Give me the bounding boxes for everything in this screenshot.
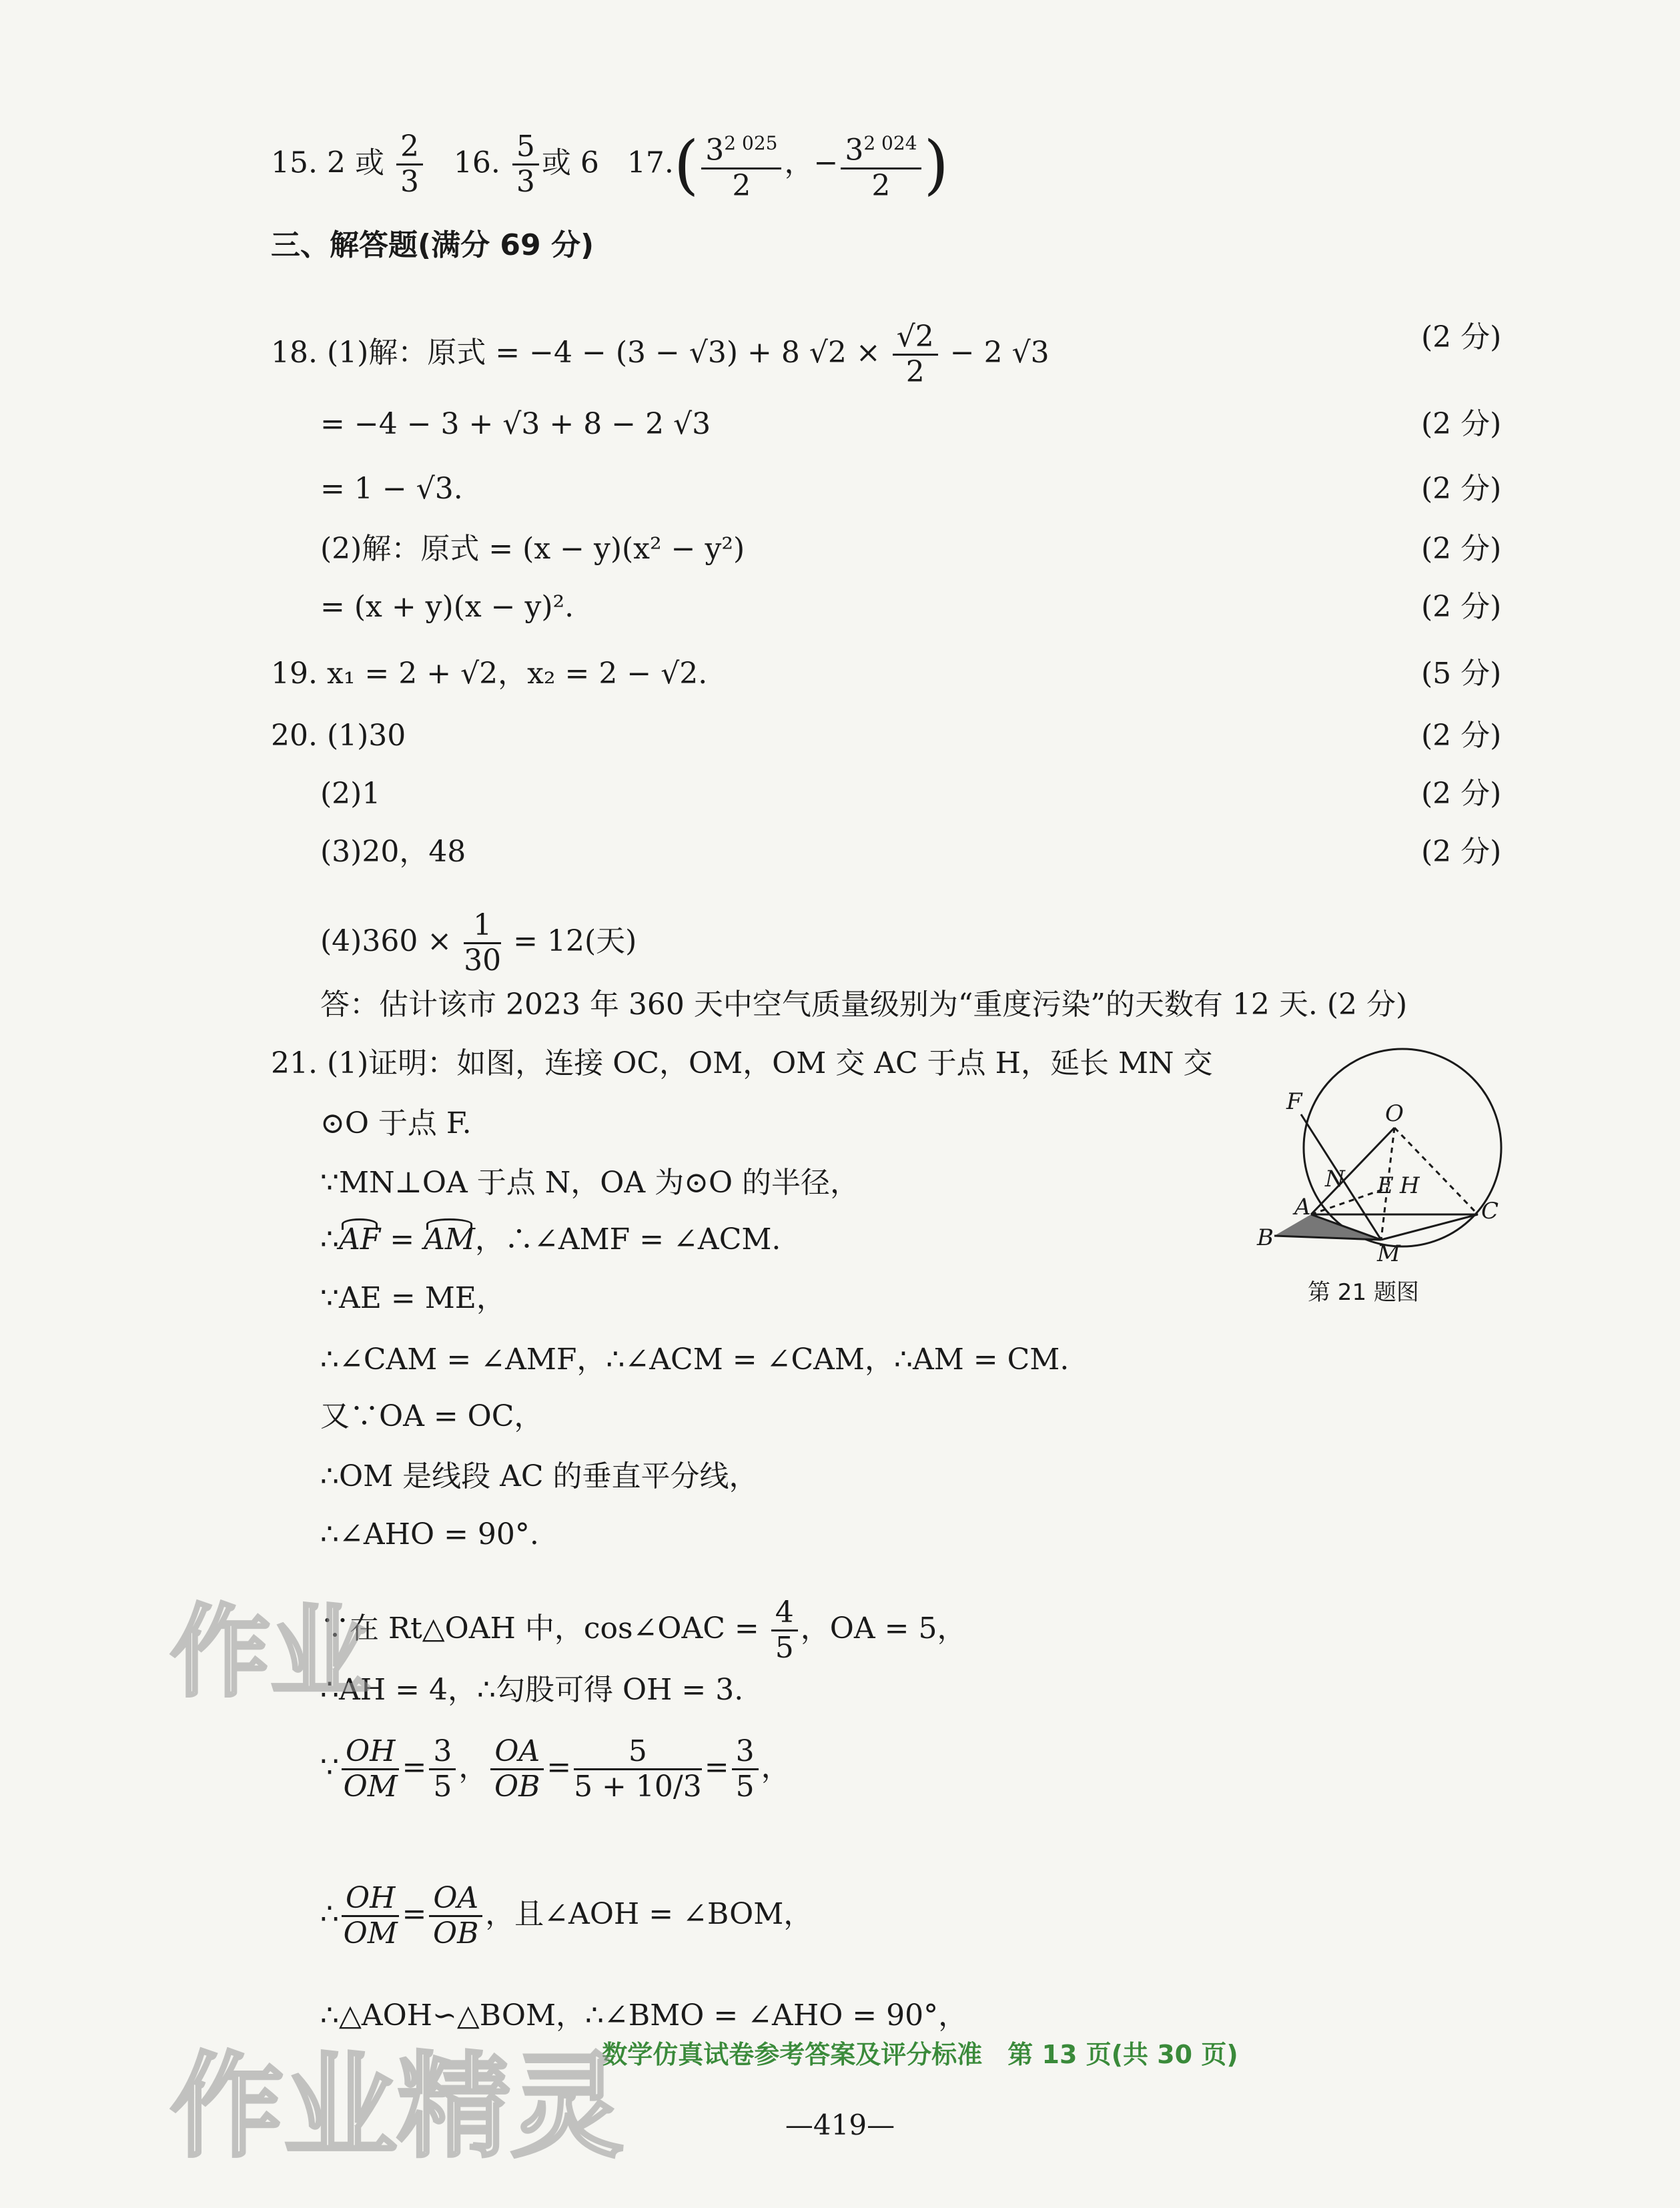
q20-line-1: 20. (1)30	[271, 719, 406, 753]
label-e: E	[1377, 1172, 1394, 1199]
comma: ，	[761, 1750, 791, 1784]
q21-line-11: ∴AH = 4，∴勾股可得 OH = 3.	[320, 1673, 744, 1707]
denominator: 2	[905, 355, 925, 389]
numerator: OA	[429, 1882, 482, 1917]
denominator: OM	[343, 1770, 398, 1804]
score: (2 分)	[1421, 532, 1502, 566]
fraction	[841, 127, 921, 203]
segment-oa	[1311, 1128, 1394, 1214]
numerator: 4	[771, 1596, 798, 1631]
numerator: OH	[342, 1882, 399, 1917]
score: (2 分)	[1421, 590, 1502, 624]
base: 3	[845, 133, 864, 167]
answers-15-17	[271, 127, 949, 203]
q18-line-2: = −4 − 3 + √3 + 8 − 2 √3	[320, 407, 711, 441]
numerator: 5	[512, 130, 539, 165]
fraction	[771, 1596, 798, 1665]
footer: 数学仿真试卷参考答案及评分标准 第 13 页(共 30 页)	[602, 2040, 1238, 2069]
q21-text-tail: ，∴∠AMF = ∠ACM.	[474, 1222, 781, 1256]
q21-line-2: ⊙O 于点 F.	[320, 1106, 472, 1140]
q18-line-5: = (x + y)(x − y)².	[320, 590, 574, 624]
label-m: M	[1377, 1240, 1400, 1267]
label-n: N	[1325, 1166, 1345, 1192]
exponent: 2 025	[724, 132, 778, 154]
q18-line-1	[271, 320, 1049, 389]
q20-answer: 答：估计该市 2023 年 360 天中空气质量级别为“重度污染”的天数有 12 天. (2 分)	[320, 988, 1408, 1022]
fraction	[512, 130, 539, 199]
fraction	[732, 1735, 759, 1804]
q20-line-4	[320, 909, 637, 978]
therefore: ∴	[320, 1897, 339, 1931]
page-number: —419—	[785, 2109, 895, 2141]
q18-line-3: = 1 − √3.	[320, 472, 463, 506]
fraction	[342, 1735, 399, 1804]
equals: =	[402, 1897, 427, 1931]
q21-line-13	[320, 1882, 813, 1950]
q20-line-2: (2)1	[320, 777, 381, 811]
numerator: √2	[893, 320, 938, 356]
q21-text-tail: ，且∠AOH = ∠BOM，	[485, 1897, 813, 1931]
fraction	[429, 1882, 482, 1950]
numerator: 2	[396, 130, 423, 165]
equals: =	[546, 1750, 572, 1784]
answer-16: 16.	[453, 145, 500, 180]
label-a: A	[1294, 1194, 1311, 1220]
numerator: 3	[429, 1735, 456, 1770]
q21-line-10	[320, 1596, 966, 1665]
section-title: 三、解答题(满分 69 分)	[271, 228, 594, 262]
denominator: 2	[871, 168, 891, 203]
denominator: 5	[775, 1631, 794, 1665]
exponent: 2 024	[863, 132, 917, 154]
denominator: 3	[516, 165, 535, 200]
q20-text-tail: = 12(天)	[513, 924, 637, 958]
numerator: OH	[342, 1735, 399, 1770]
denominator: 5	[735, 1770, 755, 1804]
numerator: 5	[574, 1735, 702, 1770]
denominator: OM	[343, 1916, 398, 1950]
score: (2 分)	[1421, 719, 1502, 753]
q18-line-4: (2)解：原式 = (x − y)(x² − y²)	[320, 532, 745, 566]
fraction	[574, 1735, 702, 1804]
q18-text-tail: − 2 √3	[949, 336, 1049, 370]
q21-line-7: 又∵OA = OC，	[320, 1399, 544, 1433]
arc-am: AM	[424, 1221, 475, 1258]
denominator: 30	[464, 944, 502, 978]
answer-17: 17.	[626, 145, 674, 180]
left-paren: (	[673, 127, 699, 202]
score: (2 分)	[1421, 472, 1502, 506]
fraction	[342, 1882, 399, 1950]
q21-line-4	[320, 1221, 781, 1258]
therefore: ∴	[320, 1222, 339, 1256]
denominator: OB	[433, 1916, 479, 1950]
comma: ，	[458, 1750, 488, 1784]
q20-line-3: (3)20，48	[320, 835, 466, 869]
q21-line-1: 21. (1)证明：如图，连接 OC，OM，OM 交 AC 于点 H，延长 MN 交	[271, 1046, 1213, 1080]
separator: ，−	[784, 145, 839, 180]
score: (2 分)	[1421, 407, 1502, 441]
equals: =	[402, 1750, 427, 1784]
figure-caption: 第 21 题图	[1308, 1279, 1419, 1306]
equals: =	[380, 1222, 424, 1256]
label-o: O	[1385, 1100, 1404, 1127]
denominator: OB	[494, 1770, 540, 1804]
base: 3	[705, 133, 725, 167]
q21-figure	[1254, 1048, 1535, 1308]
fraction	[429, 1735, 456, 1804]
right-paren: )	[923, 127, 949, 202]
answer-15: 15. 2 或	[271, 145, 384, 180]
q21-line-8: ∴OM 是线段 AC 的垂直平分线，	[320, 1459, 759, 1493]
q21-line-5: ∵AE = ME，	[320, 1281, 506, 1315]
score: (2 分)	[1421, 777, 1502, 811]
label-h: H	[1400, 1172, 1420, 1199]
answer-16-tail: 或 6	[541, 145, 599, 180]
fraction	[490, 1735, 544, 1804]
numerator: 3	[732, 1735, 759, 1770]
watermark-small: 作业	[170, 1595, 371, 1711]
numerator: OA	[490, 1735, 544, 1770]
q21-line-9: ∴∠AHO = 90°.	[320, 1517, 539, 1551]
q21-text: ∵在 Rt△OAH 中，cos∠OAC =	[320, 1611, 759, 1645]
because: ∵	[320, 1750, 339, 1784]
denominator: 2	[732, 168, 751, 203]
fraction	[893, 320, 938, 389]
q19-line: 19. x₁ = 2 + √2，x₂ = 2 − √2.	[271, 657, 708, 691]
fraction	[396, 130, 423, 199]
fraction	[701, 127, 781, 203]
q20-text: (4)360 ×	[320, 924, 452, 958]
q21-line-14: ∴△AOH∽△BOM，∴∠BMO = ∠AHO = 90°，	[320, 1998, 968, 2033]
q21-line-12	[320, 1735, 791, 1804]
segment-cm	[1381, 1214, 1478, 1240]
arc-af: AF	[339, 1221, 380, 1258]
label-c: C	[1481, 1198, 1499, 1224]
q21-text-tail: ，OA = 5，	[800, 1611, 967, 1645]
score: (5 分)	[1421, 657, 1502, 691]
denominator: 5	[433, 1770, 452, 1804]
label-f: F	[1286, 1088, 1302, 1115]
numerator: 1	[464, 909, 501, 944]
denominator: 5 + 10/3	[574, 1770, 702, 1804]
fraction	[464, 909, 501, 978]
q18-text: 18. (1)解：原式 = −4 − (3 − √3) + 8 √2 ×	[271, 336, 881, 370]
score: (2 分)	[1421, 835, 1502, 869]
score: (2 分)	[1421, 320, 1502, 354]
label-b: B	[1257, 1224, 1274, 1251]
watermark: 作业精灵	[170, 2041, 624, 2173]
equals: =	[704, 1750, 729, 1784]
segment-oc-dashed	[1394, 1128, 1478, 1214]
q21-line-3: ∵MN⊥OA 于点 N，OA 为⊙O 的半径，	[320, 1166, 860, 1200]
q21-line-6: ∴∠CAM = ∠AMF，∴∠ACM = ∠CAM，∴AM = CM.	[320, 1343, 1070, 1377]
denominator: 3	[400, 165, 419, 200]
